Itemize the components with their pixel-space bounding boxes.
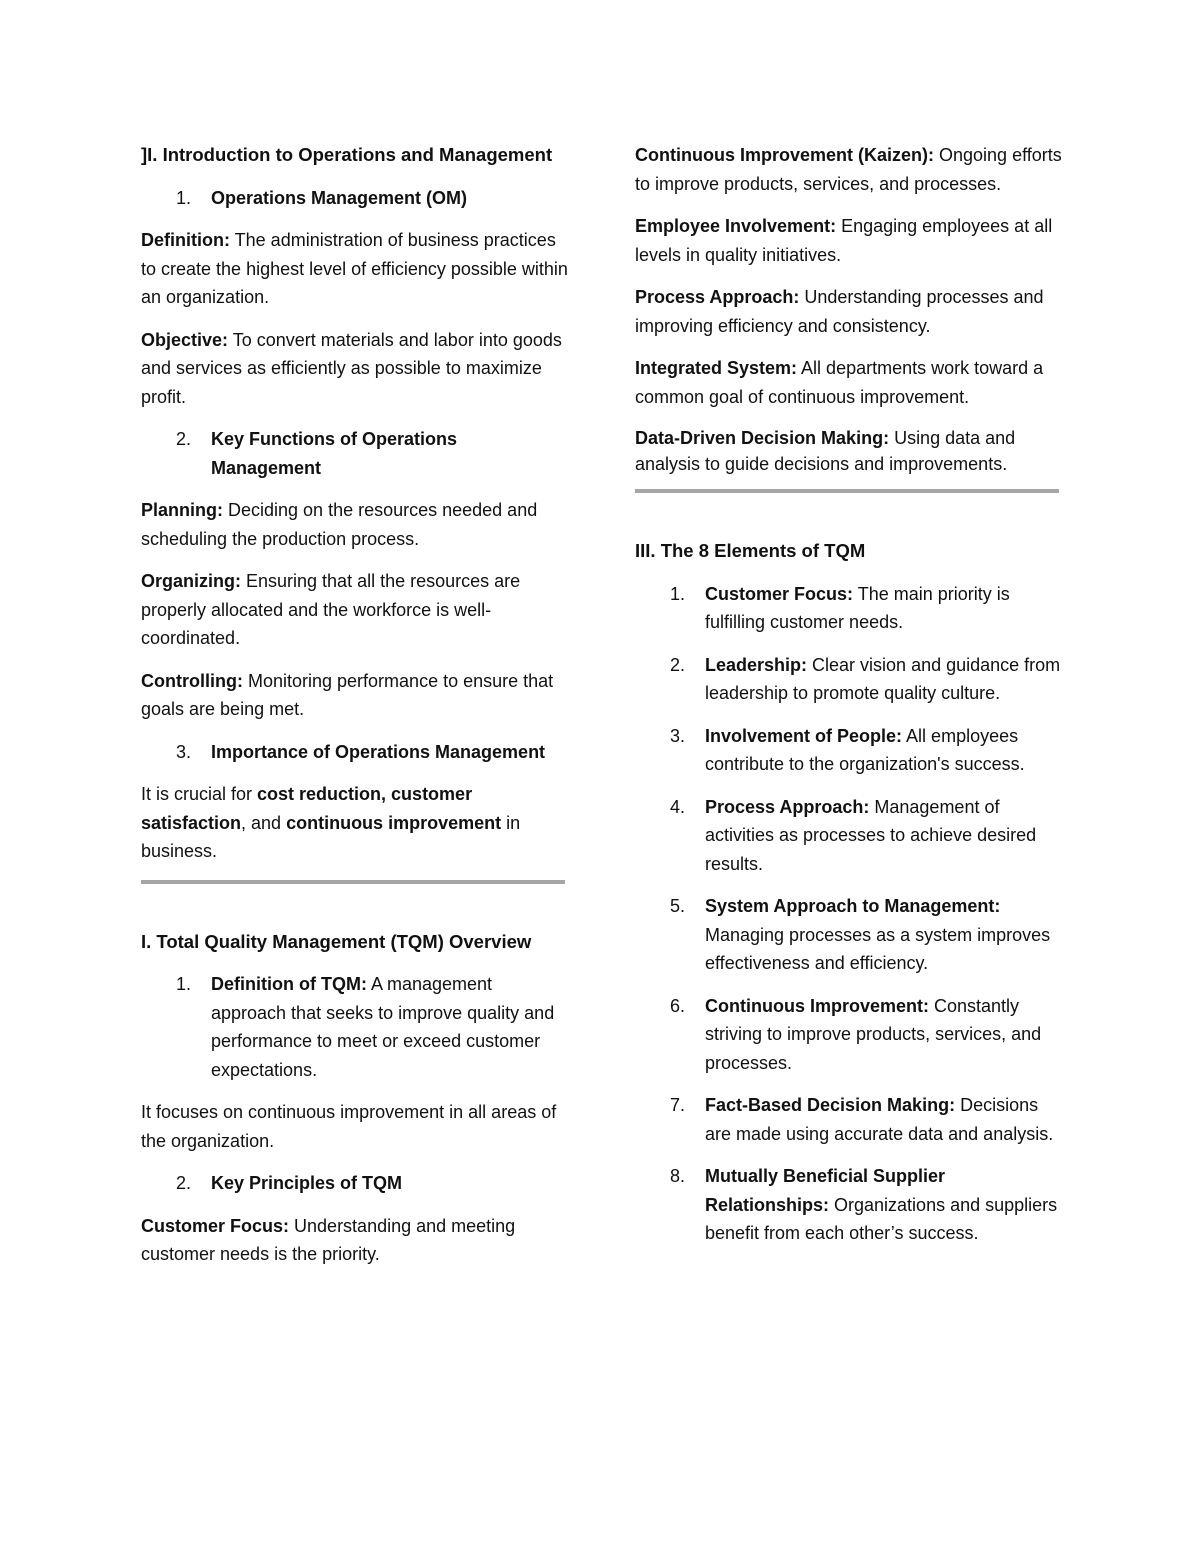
continuous-improvement-paragraph <box>635 141 1063 198</box>
objective-paragraph <box>141 326 571 412</box>
subheading-text: Key Principles of TQM <box>211 1173 403 1193</box>
item-content <box>705 892 1063 978</box>
term-label: Planning: <box>141 500 223 520</box>
tqm-definition-item <box>141 970 571 1084</box>
term-label: Process Approach: <box>705 796 870 817</box>
term-text: The administration of business practices to create the highest level of efficiency possible within an organization. <box>141 230 568 307</box>
term-text: Ongoing efforts to improve products, services, and processes. <box>635 145 1062 194</box>
subheading-importance <box>141 738 571 767</box>
list-number: 1. <box>176 187 192 208</box>
organizing-paragraph <box>141 567 571 653</box>
list-number: 3. <box>670 725 686 746</box>
text-run: It is crucial for <box>141 784 258 804</box>
term-label: Objective: <box>141 329 229 350</box>
term-text: All departments work toward a common goal of continuous improvement. <box>635 358 1044 407</box>
list-number: 5. <box>670 896 686 916</box>
process-approach-paragraph <box>635 283 1063 340</box>
list-number: 2. <box>176 1173 192 1193</box>
term-text: Understanding processes and improving efficiency and consistency. <box>635 287 1044 336</box>
list-number: 4. <box>670 796 686 817</box>
list-number: 6. <box>670 995 686 1016</box>
text-run: in business. <box>141 812 521 861</box>
term-text: To convert materials and labor into goods and services as efficiently as possible to maximize profit. <box>141 329 562 407</box>
tqm-focus-paragraph: It focuses on continuous improvement in all areas of the organization. <box>141 1102 557 1151</box>
list-number: 2. <box>670 654 686 675</box>
term-label: Definition of TQM: <box>211 974 367 994</box>
importance-paragraph <box>141 780 571 866</box>
subheading-text: Key Functions of Operations Management <box>211 429 458 478</box>
subheading-principles <box>141 1169 571 1198</box>
list-item <box>635 722 1063 779</box>
bold-run: cost reduction, customer satisfaction <box>141 784 473 833</box>
term-label: Customer Focus: <box>705 583 854 604</box>
item-content <box>705 793 1063 879</box>
list-item <box>635 892 1063 978</box>
term-text: Deciding on the resources needed and scheduling the production process. <box>141 500 538 549</box>
term-label: Mutually Beneficial Supplier Relationships: <box>705 1166 946 1215</box>
list-number: 8. <box>670 1166 686 1186</box>
definition-paragraph <box>141 226 571 312</box>
horizontal-divider <box>141 880 565 884</box>
item-content <box>705 992 1063 1078</box>
list-item <box>635 1091 1063 1148</box>
term-label: Process Approach: <box>635 287 800 307</box>
term-text: Engaging employees at all levels in quality initiatives. <box>635 216 1053 265</box>
term-text: Understanding and meeting customer needs is the priority. <box>141 1215 516 1264</box>
subheading-text: Importance of Operations Management <box>211 741 546 762</box>
term-label: Continuous Improvement: <box>705 995 929 1016</box>
data-driven-paragraph <box>635 425 1063 477</box>
term-text: Managing processes as a system improves effectiveness and efficiency. <box>705 924 1051 973</box>
subheading-text: Operations Management (OM) <box>211 187 468 208</box>
horizontal-divider <box>635 489 1059 493</box>
term-label: Involvement of People: <box>705 725 903 746</box>
section-heading-elements: III. The 8 Elements of TQM <box>635 540 866 561</box>
term-label: Controlling: <box>141 670 243 691</box>
subheading-om <box>141 184 571 213</box>
term-label: Fact-Based Decision Making: <box>705 1095 956 1115</box>
term-text: The main priority is fulfilling customer needs. <box>705 583 1010 632</box>
item-content <box>211 970 571 1084</box>
list-number: 1. <box>670 583 686 604</box>
list-item <box>635 992 1063 1078</box>
term-text: Decisions are made using accurate data and analysis. <box>705 1095 1054 1144</box>
subheading-key-functions <box>141 425 571 482</box>
term-text: Management of activities as processes to achieve desired results. <box>705 796 1037 874</box>
elements-list <box>635 580 1063 1248</box>
section-heading-tqm: I. Total Quality Management (TQM) Overview <box>141 930 532 952</box>
list-item <box>635 580 1063 637</box>
term-text: All employees contribute to the organization's success. <box>705 725 1025 774</box>
term-label: Continuous Improvement (Kaizen): <box>635 145 935 165</box>
list-number: 1. <box>176 974 192 994</box>
term-text: Ensuring that all the resources are properly allocated and the workforce is well-coordinated. <box>141 571 521 648</box>
employee-involvement-paragraph <box>635 212 1063 269</box>
section-heading-intro: ]I. Introduction to Operations and Management <box>141 144 553 165</box>
integrated-system-paragraph <box>635 354 1063 411</box>
planning-paragraph <box>141 496 571 553</box>
list-number: 7. <box>670 1095 686 1115</box>
list-item <box>635 651 1063 708</box>
term-label: Data-Driven Decision Making: <box>635 428 890 448</box>
item-content <box>705 1091 1063 1148</box>
term-text: Constantly striving to improve products, services, and processes. <box>705 995 1042 1073</box>
term-label: Integrated System: <box>635 358 798 378</box>
term-label: Organizing: <box>141 571 241 591</box>
term-label: Customer Focus: <box>141 1215 290 1236</box>
term-text: A management approach that seeks to improve quality and performance to meet or exceed customer expectations. <box>211 974 555 1080</box>
item-content <box>705 651 1063 708</box>
item-content <box>705 580 1063 637</box>
term-label: Leadership: <box>705 654 808 675</box>
list-item <box>635 1162 1063 1248</box>
term-text: Monitoring performance to ensure that goals are being met. <box>141 670 554 719</box>
customer-focus-paragraph <box>141 1212 571 1269</box>
item-content <box>705 1162 1063 1248</box>
list-number: 3. <box>176 741 192 762</box>
bold-run: continuous improvement <box>286 812 502 833</box>
text-run: , and <box>241 812 287 833</box>
list-item <box>635 793 1063 879</box>
left-column <box>141 141 571 1283</box>
term-text: Clear vision and guidance from leadership to promote quality culture. <box>705 654 1061 703</box>
term-label: System Approach to Management: <box>705 896 1001 916</box>
list-number: 2. <box>176 429 192 449</box>
term-text: Using data and analysis to guide decisions and improvements. <box>635 428 1016 474</box>
controlling-paragraph <box>141 667 571 724</box>
right-column <box>635 141 1063 1262</box>
term-label: Employee Involvement: <box>635 216 837 236</box>
item-content <box>705 722 1063 779</box>
term-text: Organizations and suppliers benefit from each other’s success. <box>705 1194 1058 1243</box>
term-label: Definition: <box>141 230 230 250</box>
